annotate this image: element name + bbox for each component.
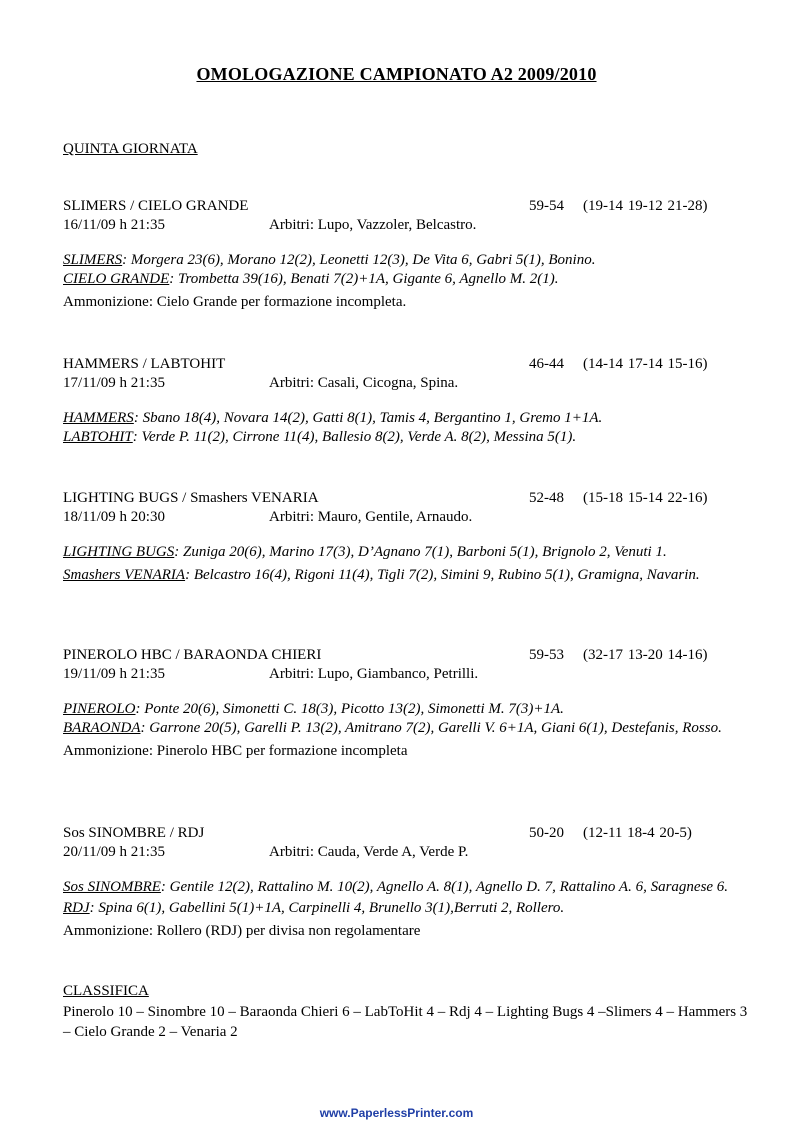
scorers-list: Garrone 20(5), Garelli P. 13(2), Amitrano 7(2), Garelli V. 6+1A, Giani 6(1), Destefanis, Rosso. — [149, 720, 722, 736]
scorers-team: HAMMERS — [63, 410, 134, 426]
match-info — [63, 666, 753, 685]
scorers-team: SLIMERS — [63, 252, 123, 268]
match-header — [63, 198, 753, 217]
match-teams: SLIMERS / CIELO GRANDE — [63, 198, 249, 214]
match-info — [63, 844, 753, 863]
match-datetime: 18/11/09 h 20:30 — [63, 509, 165, 525]
match-warning: Ammonizione: Pinerolo HBC per formazione incompleta — [63, 743, 408, 759]
scorers-team: Smashers VENARIA — [63, 567, 186, 583]
scorers-section — [63, 409, 753, 447]
match-score: 50-20 — [529, 825, 564, 841]
match-score: 52-48 — [529, 490, 564, 506]
match-teams: Sos SINOMBRE / RDJ — [63, 825, 205, 841]
scorers-row: BARAONDA : Garrone 20(5), Garelli P. 13(2), Amitrano 7(2), Garelli V. 6+1A, Giani 6(1), Destefanis, Rosso. — [63, 719, 753, 738]
scorers-row: PINEROLO : Ponte 20(6), Simonetti C. 18(3), Picotto 13(2), Simonetti M. 7(3)+1A. — [63, 700, 753, 719]
match-partials: (19-14 19-12 21-28) — [583, 198, 708, 214]
match-referees: Arbitri: Mauro, Gentile, Arnaudo. — [269, 509, 473, 525]
scorers-row: LABTOHIT : Verde P. 11(2), Cirrone 11(4), Ballesio 8(2), Verde A. 8(2), Messina 5(1). — [63, 428, 753, 447]
match-block — [63, 490, 753, 585]
scorers-team: RDJ — [63, 900, 90, 916]
match-warning: Ammonizione: Cielo Grande per formazione incompleta. — [63, 294, 407, 310]
standings-section — [63, 983, 753, 1042]
scorers-section — [63, 543, 753, 585]
footer-watermark: www.PaperlessPrinter.com — [319, 1106, 474, 1120]
document-title: OMOLOGAZIONE CAMPIONATO A2 2009/2010 — [196, 64, 597, 84]
scorers-list: Trombetta 39(16), Benati 7(2)+1A, Gigante 6, Agnello M. 2(1). — [178, 271, 559, 287]
match-info — [63, 509, 753, 528]
scorers-row: RDJ : Spina 6(1), Gabellini 5(1)+1A, Carpinelli 4, Brunello 3(1),Berruti 2, Rollero. — [63, 899, 753, 918]
scorers-team: PINEROLO — [63, 701, 136, 717]
match-block — [63, 198, 753, 311]
match-header — [63, 356, 753, 375]
round-heading: QUINTA GIORNATA — [63, 141, 198, 157]
scorers-team: CIELO GRANDE — [63, 271, 170, 287]
match-datetime: 20/11/09 h 21:35 — [63, 844, 165, 860]
scorers-row: LIGHTING BUGS : Zuniga 20(6), Marino 17(3), D’Agnano 7(1), Barboni 5(1), Brignolo 2, Venuti 1. — [63, 543, 753, 562]
scorers-list: Spina 6(1), Gabellini 5(1)+1A, Carpinelli 4, Brunello 3(1),Berruti 2, Rollero. — [98, 900, 565, 916]
scorers-list: Ponte 20(6), Simonetti C. 18(3), Picotto 13(2), Simonetti M. 7(3)+1A. — [144, 701, 564, 717]
match-score: 46-44 — [529, 356, 564, 372]
match-referees: Arbitri: Lupo, Vazzoler, Belcastro. — [269, 217, 477, 233]
scorers-list: Verde P. 11(2), Cirrone 11(4), Ballesio 8(2), Verde A. 8(2), Messina 5(1). — [141, 429, 577, 445]
scorers-row: SLIMERS : Morgera 23(6), Morano 12(2), Leonetti 12(3), De Vita 6, Gabri 5(1), Bonino. — [63, 251, 753, 270]
scorers-row: Sos SINOMBRE : Gentile 12(2), Rattalino M. 10(2), Agnello A. 8(1), Agnello D. 7, Rattalino A. 6, Saragnese 6. — [63, 878, 753, 897]
match-referees: Arbitri: Casali, Cicogna, Spina. — [269, 375, 459, 391]
match-referees: Arbitri: Cauda, Verde A, Verde P. — [269, 844, 469, 860]
scorers-section — [63, 251, 753, 289]
match-teams: HAMMERS / LABTOHIT — [63, 356, 226, 372]
match-block — [63, 825, 753, 940]
match-score: 59-54 — [529, 198, 564, 214]
match-header — [63, 490, 753, 509]
match-info — [63, 217, 753, 236]
match-partials: (32-17 13-20 14-16) — [583, 647, 708, 663]
match-score: 59-53 — [529, 647, 564, 663]
match-referees: Arbitri: Lupo, Giambanco, Petrilli. — [269, 666, 479, 682]
match-header — [63, 825, 753, 844]
standings-title: CLASSIFICA — [63, 983, 149, 999]
scorers-list: Sbano 18(4), Novara 14(2), Gatti 8(1), Tamis 4, Bergantino 1, Gremo 1+1A. — [142, 410, 603, 426]
scorers-list: Belcastro 16(4), Rigoni 11(4), Tigli 7(2), Simini 9, Rubino 5(1), Gramigna, Navarin. — [193, 567, 700, 583]
match-teams: LIGHTING BUGS / Smashers VENARIA — [63, 490, 319, 506]
match-partials: (14-14 17-14 15-16) — [583, 356, 708, 372]
scorers-section — [63, 878, 753, 918]
match-header — [63, 647, 753, 666]
scorers-section — [63, 700, 753, 738]
match-partials: (15-18 15-14 22-16) — [583, 490, 708, 506]
scorers-team: Sos SINOMBRE — [63, 879, 161, 895]
match-info — [63, 375, 753, 394]
scorers-row: CIELO GRANDE : Trombetta 39(16), Benati 7(2)+1A, Gigante 6, Agnello M. 2(1). — [63, 270, 753, 289]
match-teams: PINEROLO HBC / BARAONDA CHIERI — [63, 647, 322, 663]
scorers-team: BARAONDA — [63, 720, 141, 736]
match-block — [63, 356, 753, 447]
match-datetime: 19/11/09 h 21:35 — [63, 666, 165, 682]
scorers-row: Smashers VENARIA : Belcastro 16(4), Rigoni 11(4), Tigli 7(2), Simini 9, Rubino 5(1), Gramigna, Navarin. — [63, 566, 753, 585]
match-partials: (12-11 18-4 20-5) — [583, 825, 692, 841]
scorers-row: HAMMERS : Sbano 18(4), Novara 14(2), Gatti 8(1), Tamis 4, Bergantino 1, Gremo 1+1A. — [63, 409, 753, 428]
match-block — [63, 647, 753, 760]
scorers-list: Zuniga 20(6), Marino 17(3), D’Agnano 7(1), Barboni 5(1), Brignolo 2, Venuti 1. — [183, 544, 667, 560]
standings-text: Pinerolo 10 – Sinombre 10 – Baraonda Chieri 6 – LabToHit 4 – Rdj 4 – Lighting Bugs 4 –Slimers 4 – Hammers 3 – Cielo Grande 2 – Venaria 2 — [63, 1004, 748, 1040]
scorers-list: Morgera 23(6), Morano 12(2), Leonetti 12(3), De Vita 6, Gabri 5(1), Bonino. — [130, 252, 596, 268]
match-warning: Ammonizione: Rollero (RDJ) per divisa non regolamentare — [63, 923, 421, 939]
match-datetime: 16/11/09 h 21:35 — [63, 217, 165, 233]
scorers-team: LABTOHIT — [63, 429, 133, 445]
scorers-list: Gentile 12(2), Rattalino M. 10(2), Agnello A. 8(1), Agnello D. 7, Rattalino A. 6, Saragnese 6. — [169, 879, 729, 895]
match-datetime: 17/11/09 h 21:35 — [63, 375, 165, 391]
scorers-team: LIGHTING BUGS — [63, 544, 175, 560]
